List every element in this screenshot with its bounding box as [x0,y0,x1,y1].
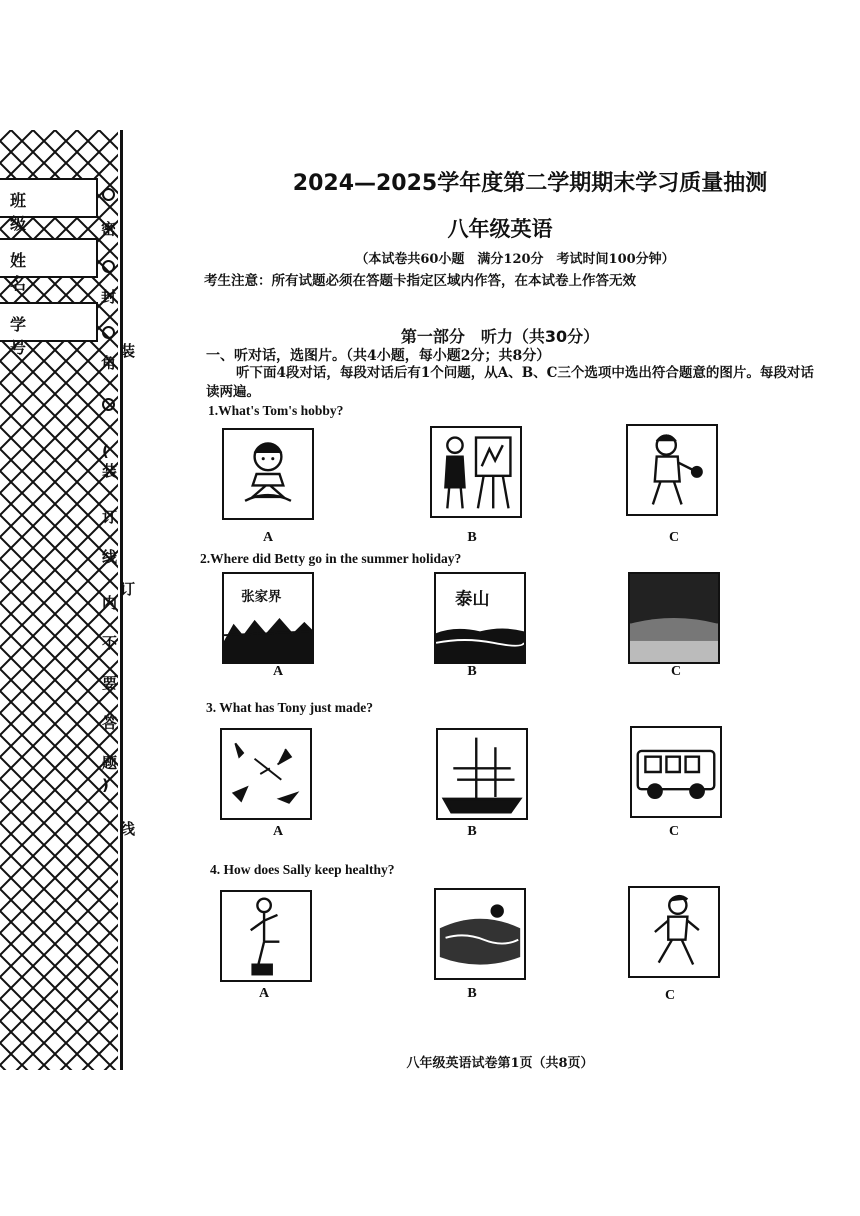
seal-circle [102,188,115,201]
exam-title: 2024—2025学年度第二学期期末学习质量抽测 [292,171,768,196]
student-id-label: 学号 [10,315,55,357]
bind-char-zhuang: 装 [120,342,136,360]
option-label: B [467,986,477,1001]
option-label: C [664,988,676,1003]
note-char: 答 [102,714,118,732]
class-label: 班级 [10,191,55,233]
question-3: 3. What has Tony just made? [206,700,374,715]
exam-notice: 考生注意：所有试题必须在答题卡指定区域内作答，在本试卷上作答无效 [204,273,636,289]
note-char: ) [102,776,109,794]
sea-shore-scenery-icon[interactable] [628,572,720,664]
note-char: 题 [102,754,118,772]
option-label: B [467,530,477,545]
scenery-caption: 张家界 [241,589,282,605]
note-char: 线 [102,548,118,566]
name-label: 姓名 [10,251,55,293]
part-title: 第一部分 听力（共30分） [400,327,600,346]
class-field[interactable] [0,178,98,233]
boy-reading-book-icon[interactable] [222,428,314,520]
model-planes-icon[interactable] [220,728,312,820]
option-label: B [467,824,477,839]
option-label: A [272,824,284,839]
question-4: 4. How does Sally keep healthy? [210,862,395,877]
name-field[interactable] [0,238,98,293]
note-char: ( [102,442,109,460]
student-id-field[interactable] [0,302,98,357]
question-1: 1.What's Tom's hobby? [208,403,344,418]
option-label: C [670,664,682,679]
section-instruction: 听下面4段对话，每段对话后有1个问题，从A、B、C三个选项中选出符合题意的图片。每段对话读两遍。 [206,365,814,400]
note-char: 要 [102,674,118,692]
seal-circle [102,398,115,411]
option-label: A [258,986,270,1001]
zhangjiajie-scenery-icon[interactable] [222,572,314,664]
note-char: 装 [102,462,118,480]
seal-char-feng: 封 [101,288,117,306]
model-ship-icon[interactable] [436,728,528,820]
girl-running-icon[interactable] [628,886,720,978]
bind-char-xian: 线 [120,820,136,838]
note-char: 不 [102,634,118,652]
man-painting-easel-icon[interactable] [430,426,522,518]
binding-line [120,130,123,1070]
option-label: A [272,664,284,679]
bus-icon[interactable] [630,726,722,818]
seal-circle [102,260,115,273]
binding-strip [0,130,135,1070]
boy-playing-ping-pong-icon[interactable] [626,424,718,516]
section-title: 一、听对话，选图片。（共4小题，每小题2分；共8分） [206,348,551,364]
seal-circle [102,326,115,339]
option-label: C [668,530,680,545]
option-label: A [262,530,274,545]
mount-tai-scenery-icon[interactable] [434,572,526,664]
exam-subtitle: 八年级英语 [447,217,553,241]
seal-char-jiao: 角 [101,354,117,372]
note-char: 订 [102,508,118,526]
seal-char-mi: 密 [101,220,117,238]
note-char: 内 [102,594,118,612]
page-footer: 八年级英语试卷第1页（共8页） [406,1056,594,1071]
option-label: C [668,824,680,839]
option-label: B [467,664,477,679]
scenery-caption: 泰山 [455,589,490,610]
bind-char-ding: 订 [120,580,136,598]
exam-meta: （本试卷共60小题 满分120分 考试时间100分钟） [355,252,675,267]
girl-dancing-icon[interactable] [220,890,312,982]
swimming-icon[interactable] [434,888,526,980]
question-2: 2.Where did Betty go in the summer holiday? [200,551,462,566]
